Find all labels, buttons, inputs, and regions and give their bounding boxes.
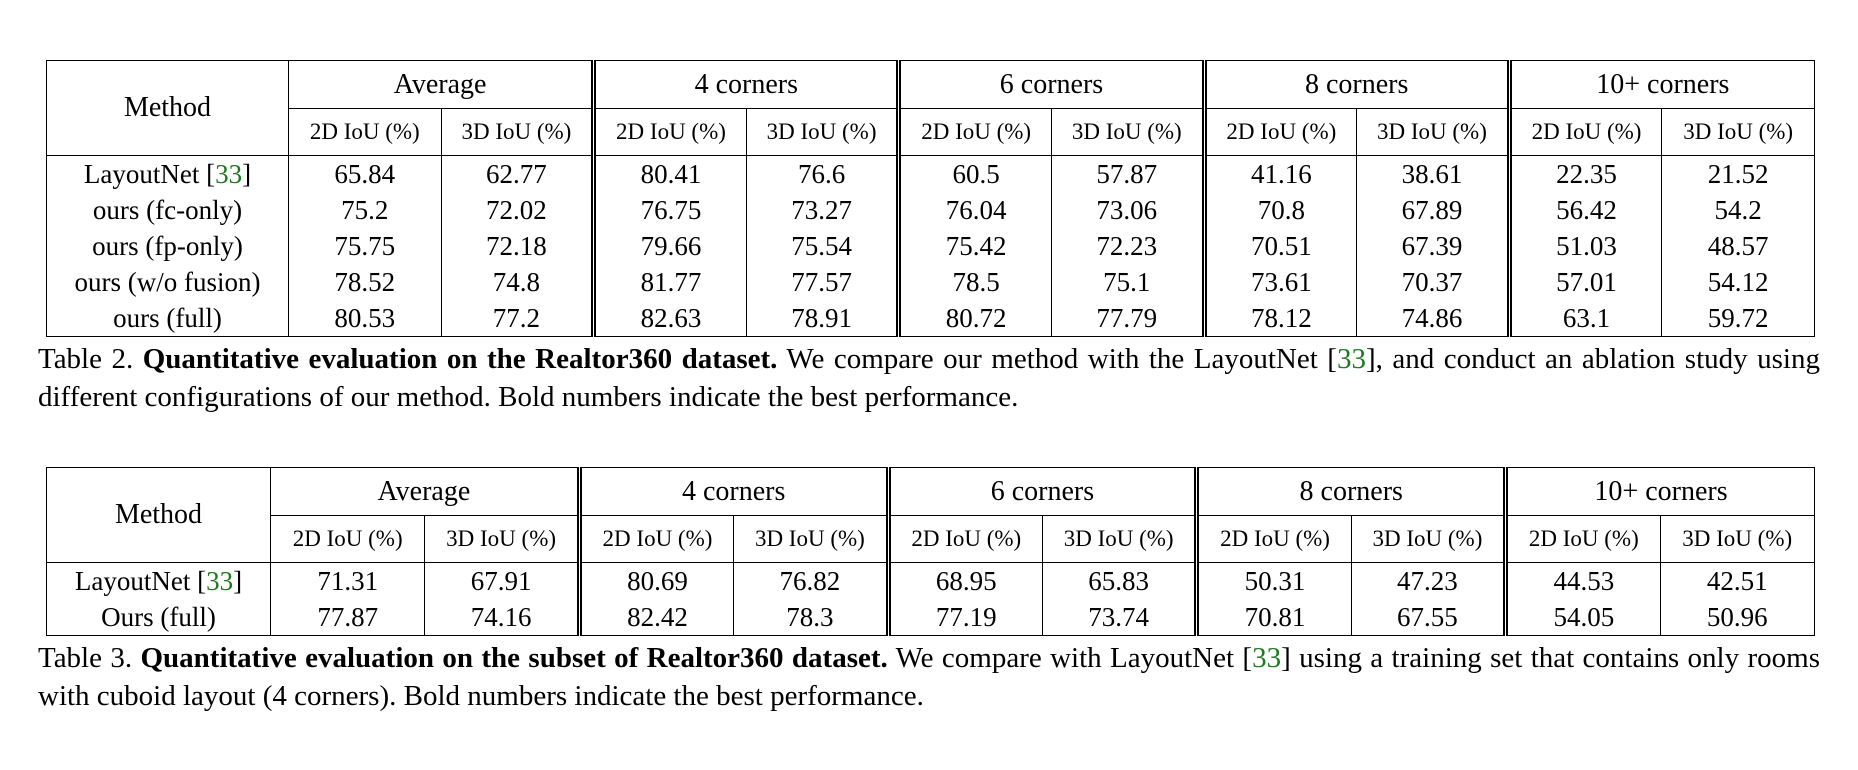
table-cell: 21.52 <box>1662 156 1815 193</box>
table-3 <box>46 467 1815 636</box>
sub-header-row <box>47 516 1815 563</box>
table-row <box>47 264 1815 300</box>
caption-title: Quantitative evaluation on the subset of Realtor360 dataset. <box>140 642 888 674</box>
table-cell: 44.53 <box>1506 563 1660 600</box>
table-cell: 67.91 <box>425 563 579 600</box>
table-cell: 77.2 <box>441 300 594 337</box>
group-header: 8 corners <box>1204 61 1509 109</box>
method-label-suffix: ] <box>233 565 243 596</box>
table-cell: 74.16 <box>425 599 579 636</box>
table-cell: 77.57 <box>746 264 899 300</box>
table-3-caption <box>38 639 1820 715</box>
citation-link[interactable]: 33 <box>215 158 243 189</box>
method-name <box>47 228 289 264</box>
table-cell: 60.5 <box>899 156 1052 193</box>
table-cell: 71.31 <box>317 565 379 596</box>
table-cell: 76.75 <box>594 192 747 228</box>
group-header: Average <box>289 61 594 109</box>
method-name <box>47 264 289 300</box>
column-header: 2D IoU (%) <box>289 109 442 156</box>
table-cell: 57.87 <box>1051 156 1204 193</box>
table-cell: 62.77 <box>441 156 594 193</box>
table-cell: 80.53 <box>289 300 442 337</box>
table-cell: 72.23 <box>1051 228 1204 264</box>
column-header: 3D IoU (%) <box>425 516 579 563</box>
table-cell: 38.61 <box>1357 156 1510 193</box>
table-cell: 72.02 <box>441 192 594 228</box>
table-cell: 73.74 <box>1042 599 1196 636</box>
table-cell: 57.01 <box>1509 264 1662 300</box>
table-cell: 78.3 <box>734 599 888 636</box>
caption-title: Quantitative evaluation on the Realtor360 dataset. <box>142 343 778 375</box>
table-cell: 78.12 <box>1204 300 1357 337</box>
method-label: ours (fc-only) <box>92 194 243 225</box>
method-label: ours (w/o fusion) <box>74 266 261 297</box>
column-header: 2D IoU (%) <box>1204 109 1357 156</box>
group-header: 4 corners <box>594 61 899 109</box>
table-cell: 56.42 <box>1509 192 1662 228</box>
table-cell: 82.42 <box>579 599 733 636</box>
table-cell: 74.8 <box>441 264 594 300</box>
table-cell: 50.96 <box>1660 599 1814 636</box>
caption-text: We compare with LayoutNet [ <box>887 642 1253 674</box>
table-cell: 70.8 <box>1204 192 1357 228</box>
column-header: 3D IoU (%) <box>1351 516 1505 563</box>
table-cell: 51.03 <box>1509 228 1662 264</box>
table-cell: 70.51 <box>1204 228 1357 264</box>
method-label: ours (fp-only) <box>92 230 243 261</box>
table-cell: 77.79 <box>1051 300 1204 337</box>
method-label: Ours (full) <box>101 601 216 632</box>
column-header: 2D IoU (%) <box>888 516 1042 563</box>
method-name <box>47 563 271 600</box>
table-cell: 22.35 <box>1509 156 1662 193</box>
group-header: 8 corners <box>1197 468 1506 516</box>
table-cell: 78.91 <box>746 300 899 337</box>
column-header: 2D IoU (%) <box>594 109 747 156</box>
column-header: 2D IoU (%) <box>271 516 425 563</box>
column-header: 3D IoU (%) <box>1051 109 1204 156</box>
table-row <box>47 599 1815 636</box>
table-cell: 63.1 <box>1509 300 1662 337</box>
table-cell: 41.16 <box>1204 156 1357 193</box>
table-cell: 75.75 <box>334 230 396 261</box>
table-cell: 65.84 <box>334 158 396 189</box>
table-cell: 78.52 <box>334 266 396 297</box>
table-cell: 42.51 <box>1660 563 1814 600</box>
table-cell: 47.23 <box>1351 563 1505 600</box>
table-cell: 80.72 <box>899 300 1052 337</box>
table-cell: 67.89 <box>1357 192 1510 228</box>
table-cell: 70.81 <box>1197 599 1351 636</box>
table-cell: 75.1 <box>1051 264 1204 300</box>
table-cell: 76.04 <box>899 192 1052 228</box>
caption-text: ] using a training set that contains only rooms with cuboid layout (4 corners). Bold numbers indicate the best performance. <box>38 642 1820 712</box>
method-header: Method <box>47 468 271 563</box>
caption-text: We compare our method with the LayoutNet [ <box>777 343 1337 375</box>
table-cell: 80.41 <box>594 156 747 193</box>
column-header: 3D IoU (%) <box>1042 516 1196 563</box>
table-cell: 48.57 <box>1662 228 1815 264</box>
method-name <box>47 599 271 636</box>
table-cell: 77.19 <box>888 599 1042 636</box>
table-cell: 77.87 <box>271 599 425 636</box>
table-cell: 74.86 <box>1357 300 1510 337</box>
caption-label: Table 2. <box>38 343 143 375</box>
column-header: 2D IoU (%) <box>579 516 733 563</box>
table-cell: 73.61 <box>1204 264 1357 300</box>
column-header: 3D IoU (%) <box>1662 109 1815 156</box>
group-header: 6 corners <box>888 468 1197 516</box>
table-cell: 81.77 <box>594 264 747 300</box>
table-cell: 59.72 <box>1662 300 1815 337</box>
citation-link[interactable]: 33 <box>206 565 234 596</box>
table-row <box>47 156 1815 193</box>
table-cell: 72.18 <box>441 228 594 264</box>
column-header: 3D IoU (%) <box>746 109 899 156</box>
method-label: ours (full) <box>113 302 222 333</box>
table-cell: 50.31 <box>1197 563 1351 600</box>
table-cell: 54.12 <box>1662 264 1815 300</box>
group-header: 6 corners <box>899 61 1204 109</box>
sub-header-row <box>47 109 1815 156</box>
table-2 <box>46 60 1815 337</box>
method-name <box>47 192 289 228</box>
citation-link[interactable]: 33 <box>1336 343 1366 375</box>
column-header: 3D IoU (%) <box>1357 109 1510 156</box>
column-header: 3D IoU (%) <box>441 109 594 156</box>
table-cell: 76.82 <box>734 563 888 600</box>
caption-label: Table 3. <box>38 642 141 674</box>
table-cell: 67.55 <box>1351 599 1505 636</box>
table-cell: 75.54 <box>746 228 899 264</box>
table-cell: 73.06 <box>1051 192 1204 228</box>
column-header: 2D IoU (%) <box>1506 516 1660 563</box>
method-name <box>47 300 289 337</box>
table-3-block <box>0 467 1858 715</box>
method-header: Method <box>47 61 289 156</box>
table-cell: 80.69 <box>579 563 733 600</box>
method-label: LayoutNet [ <box>83 158 216 189</box>
group-header: Average <box>271 468 580 516</box>
table-cell: 54.05 <box>1506 599 1660 636</box>
caption-text: ], and conduct an ablation study using different configurations of our method. Bold numbers indicate the best performance. <box>38 343 1820 413</box>
table-cell: 75.2 <box>341 194 389 225</box>
group-header: 10+ corners <box>1506 468 1815 516</box>
table-cell: 73.27 <box>746 192 899 228</box>
method-label: LayoutNet [ <box>74 565 207 596</box>
table-cell: 75.42 <box>899 228 1052 264</box>
table-cell: 79.66 <box>594 228 747 264</box>
citation-link[interactable]: 33 <box>1252 642 1282 674</box>
table-cell: 78.5 <box>899 264 1052 300</box>
column-header: 2D IoU (%) <box>1509 109 1662 156</box>
column-header: 2D IoU (%) <box>899 109 1052 156</box>
table-cell: 70.37 <box>1357 264 1510 300</box>
table-cell: 68.95 <box>888 563 1042 600</box>
method-name <box>47 156 289 193</box>
group-header: 10+ corners <box>1509 61 1814 109</box>
group-header-row <box>47 61 1815 109</box>
table-cell: 54.2 <box>1662 192 1815 228</box>
method-label-suffix: ] <box>242 158 252 189</box>
table-row <box>47 563 1815 600</box>
table-row <box>47 300 1815 337</box>
column-header: 3D IoU (%) <box>734 516 888 563</box>
table-row <box>47 228 1815 264</box>
column-header: 3D IoU (%) <box>1660 516 1814 563</box>
table-cell: 82.63 <box>594 300 747 337</box>
table-cell: 65.83 <box>1042 563 1196 600</box>
table-row <box>47 192 1815 228</box>
table-cell: 67.39 <box>1357 228 1510 264</box>
group-header: 4 corners <box>579 468 888 516</box>
table-2-block <box>0 60 1858 416</box>
table-2-caption <box>38 340 1820 416</box>
group-header-row <box>47 468 1815 516</box>
table-cell: 76.6 <box>746 156 899 193</box>
column-header: 2D IoU (%) <box>1197 516 1351 563</box>
